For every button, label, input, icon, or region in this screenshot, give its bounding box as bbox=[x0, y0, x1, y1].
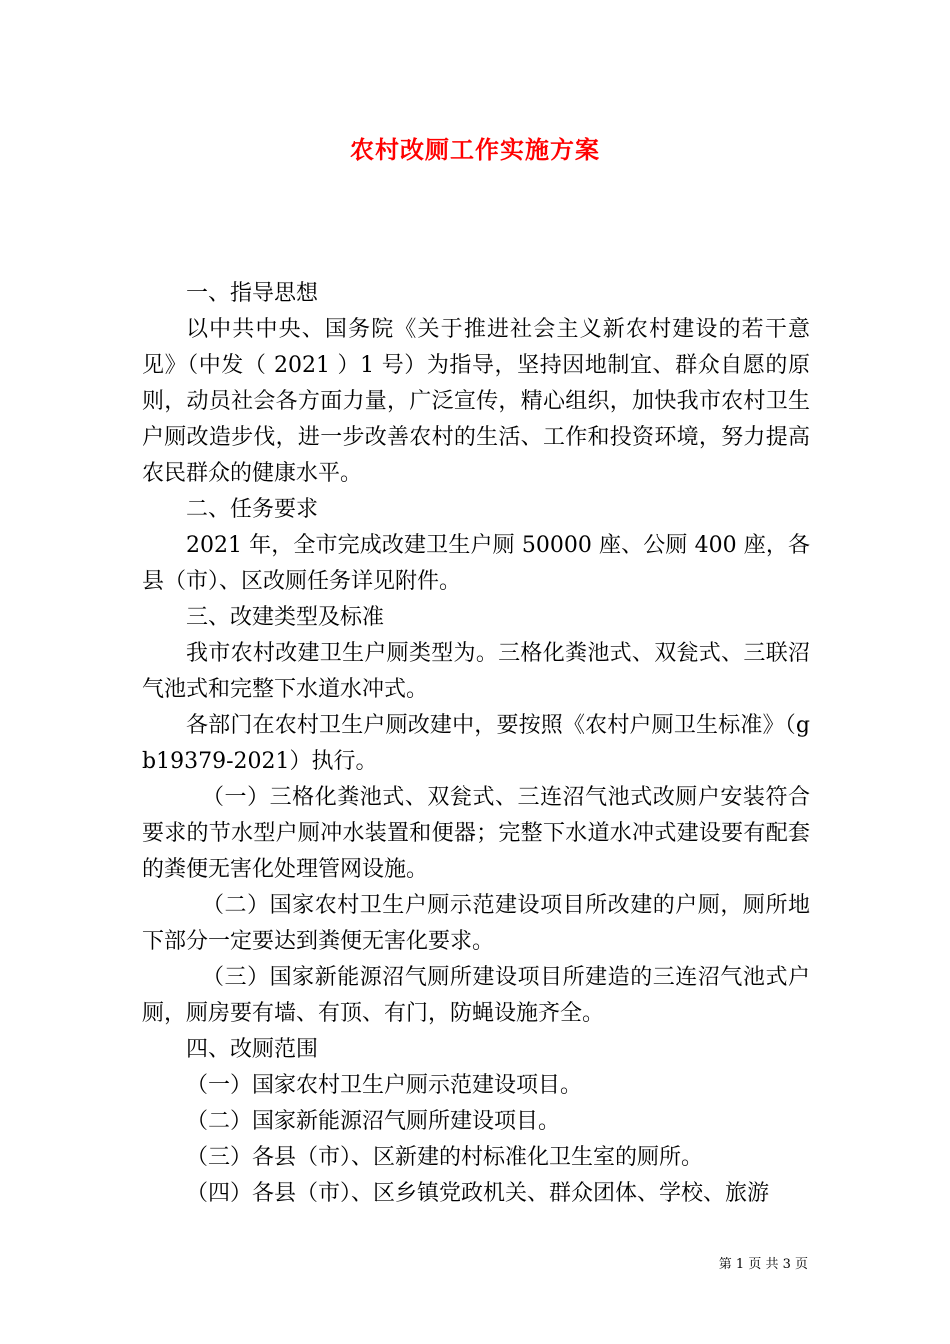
scope-item-4: （四）各县（市）、区乡镇党政机关、群众团体、学校、旅游 bbox=[186, 1181, 770, 1206]
paragraph-standard-item-2: （二）国家农村卫生户厕示范建设项目所改建的户厕，厕所地下部分一定要达到粪便无害化要求。 bbox=[142, 893, 810, 954]
paragraph-types: 我市农村改建卫生户厕类型为。三格化粪池式、双瓮式、三联沼气池式和完整下水道水冲式。 bbox=[142, 641, 810, 702]
document-title: 农村改厕工作实施方案 bbox=[350, 135, 600, 164]
paragraph-standard-item-3: （三）国家新能源沼气厕所建设项目所建造的三连沼气池式户厕，厕房要有墙、有顶、有门，防蝇设施齐全。 bbox=[142, 965, 810, 1026]
paragraph-standard-item-1: （一）三格化粪池式、双瓮式、三连沼气池式改厕户安装符合要求的节水型户厕冲水装置和便器；完整下水道水冲式建设要有配套的粪便无害化处理管网设施。 bbox=[142, 785, 810, 882]
document-body bbox=[142, 276, 810, 1212]
paragraph-standards: 各部门在农村卫生户厕改建中，要按照《农村户厕卫生标准》（gb19379-2021）执行。 bbox=[142, 713, 810, 774]
paragraph-task-requirements: 2021 年，全市完成改建卫生户厕 50000 座、公厕 400 座，各县（市）、区改厕任务详见附件。 bbox=[142, 533, 810, 594]
page-number-footer: 第 1 页 共 3 页 bbox=[718, 1257, 808, 1272]
scope-item-1: （一）国家农村卫生户厕示范建设项目。 bbox=[186, 1073, 583, 1098]
scope-item-2: （二）国家新能源沼气厕所建设项目。 bbox=[186, 1109, 561, 1134]
section-heading-types-standards: 三、改建类型及标准 bbox=[186, 605, 385, 630]
section-heading-guiding-ideology: 一、指导思想 bbox=[186, 281, 319, 306]
scope-item-3: （三）各县（市）、区新建的村标准化卫生室的厕所。 bbox=[186, 1145, 704, 1170]
section-heading-task-requirements: 二、任务要求 bbox=[186, 497, 319, 522]
section-heading-scope: 四、改厕范围 bbox=[186, 1037, 319, 1062]
paragraph-guiding-ideology: 以中共中央、国务院《关于推进社会主义新农村建设的若干意见》（中发（ 2021 ）1 号）为指导，坚持因地制宜、群众自愿的原则，动员社会各方面力量，广泛宣传，精心组织，加快我市农村卫生户厕改造步伐，进一步改善农村的生活、工作和投资环境，努力提高农民群众的健康水平。 bbox=[142, 317, 810, 486]
